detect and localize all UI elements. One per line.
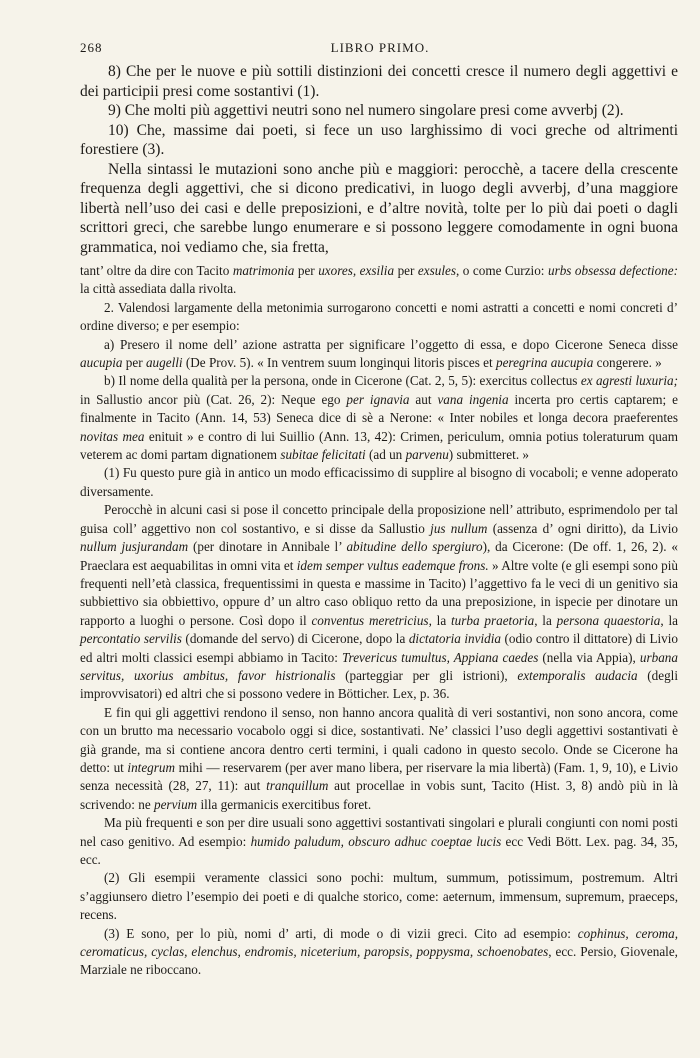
main-paragraph: Nella sintassi le mutazioni sono anche più e maggiori: perocchè, a tacere della crescente frequenza degli aggettivi, che si dicono predicativi, in luogo degli avverbj, d’una maggiore libertà nell’uso dei casi e delle preposizioni, e d’altre novità, tolte per lo più dai poeti o dagli scrittori greci, che sarebbe lungo enumerare e si possono leggere comodamente in ogni buona grammatica, noi vediamo che, sia fretta, [80,160,678,256]
footnote-paragraph: (1) Fu questo pure già in antico un modo efficacissimo di supplire al bisogno di vocaboli; e venne adoperato diversamente. [80,465,678,499]
main-text [80,62,678,257]
footnote-paragraph: a) Presero il nome dell’ azione astratta per significare l’oggetto di essa, e dopo Cicerone Seneca disse aucupia per augelli (De Prov. 5). « In ventrem suum longinqui litoris pisces et peregrina aucupia congerere. » [80,336,678,371]
main-paragraph: 9) Che molti più aggettivi neutri sono nel numero singolare presi come avverbj (2). [108,102,624,119]
footnote-paragraph: 2. Valendosi largamente della metonimia surrogarono concetti e nomi astratti a concetti e nomi concreti d’ ordine diverso; e per esempio: [80,299,678,334]
running-title: LIBRO PRIMO. [330,40,430,55]
footnote-paragraph: (3) E sono, per lo più, nomi d’ arti, di mode o di vizii greci. Cito ad esempio: cophinus, ceroma, ceromaticus, cyclas, elenchus, endromis, niceterium, paropsis, poppysma, schoenobates, ecc. Persio, Giovenale, Marziale ne riboccano. [80,925,678,978]
footnote-paragraph: Perocchè in alcuni casi si pose il concetto principale della proposizione nell’ attributo, esprimendolo per tal guisa coll’ aggettivo non col sostantivo, e si disse da Sallustio jus nullum (assenza d’ ogni diritto), da Livio nullum jusjurandam (per dinotare in Annibale l’ abitudine dello spergiuro), da Cicerone: (De off. 1, 26, 2). « Praeclara est aequabilitas in omni vita et idem semper vultus eademque frons. » Altre volte (e gli esempi sono più frequenti nell’età classica, frequentissimi in questa e massime in Tacito) l’aggettivo fa le veci di un genitivo sia subbiettivo sia obbiettivo, oppure d’ un altro caso obliquo retto da una preposizione, in ispecie per dinotare un rapporto a luoghi o persone. Così dopo il conventus meretricius, la turba praetoria, la persona quaestoria, la percontatio servilis (domande del servo) di Cicerone, dopo la dictatoria invidia (odio contro il dittatore) di Livio ed altri molti classici esempi abbiamo in Tacito: Trevericus tumultus, Appiana caedes (nella via Appia), urbana servitus, uxorius ambitus, favor histrionalis (parteggiar per gli istrioni), extemporalis audacia (degli improvvisatori) ed altri che si possono vedere in Bötticher. Lex, p. 36. [80,502,679,702]
footnote-continuation: tant’ oltre da dire con Tacito matrimonia per uxores, exsilia per exsules, o come Curzio: urbs obsessa defectione: la città assediata dalla rivolta. [80,263,679,297]
footnote-paragraph: b) Il nome della qualità per la persona, onde in Cicerone (Cat. 2, 5, 5): exercitus collectus ex agresti luxuria; in Sallustio ancor più (Cat. 26, 2): Neque ego per ignavia aut vana ingenia incerta pro certis captarem; e finalmente in Tacito (Ann. 14, 53) Seneca dice di sè a Nerone: « Inter nobiles et longa decora praeferentes novitas mea enituit » e contro di lui Suillio (Ann. 13, 42): Crimen, periculum, omnia potius toleraturum quam veterem ac domi partam dignationem subitae felicitati (ad un parvenu) submitteret. » [80,373,678,463]
footnote-paragraph: (2) Gli esempii veramente classici sono pochi: multum, summum, potissimum, postremum. Altri s’aggiunsero dietro l’esempio dei poeti e di qualche storico, come: aeternum, immensum, supremum, praeceps, recens. [80,870,678,923]
main-paragraph: 10) Che, massime dai poeti, si fece un uso larghissimo di voci greche od altrimenti forestiere (3). [80,121,678,158]
page-number: 268 [80,40,103,55]
footnote-paragraph: Ma più frequenti e son per dire usuali sono aggettivi sostantivati singolari e plurali congiunti con nomi posti nel caso genitivo. Ad esempio: humido paludum, obscuro adhuc coeptae lucis ecc Vedi Bött. Lex. pag. 34, 35, ecc. [80,815,678,867]
main-paragraph: 8) Che per le nuove e più sottili distinzioni dei concetti cresce il numero degli aggettivi e dei participii presi come sostantivi (1). [80,63,678,100]
footnote-paragraph: E fin qui gli aggettivi rendono il senso, non hanno ancora qualità di veri sostantivi, non sono ancora, come con un brutto ma necessario vocabolo oggi si dice, sostantivati. Ne’ classici l’uso degli aggettivi sostantivati è già grande, ma si contiene ancora dentro certi termini, i quali cadono in questo secolo. Onde se Cicerone ha detto: ut integrum mihi — reservarem (per aver mano libera, per riservare la mia libertà) (Fam. 1, 9, 10), e Livio senza necessità (28, 27, 11): aut tranquillum aut procellae in vobis sunt, Tacito (Hist. 3, 8) andò più in là scrivendo: ne pervium illa germanicis exercitibus foret. [80,704,678,812]
footnotes [80,262,678,980]
